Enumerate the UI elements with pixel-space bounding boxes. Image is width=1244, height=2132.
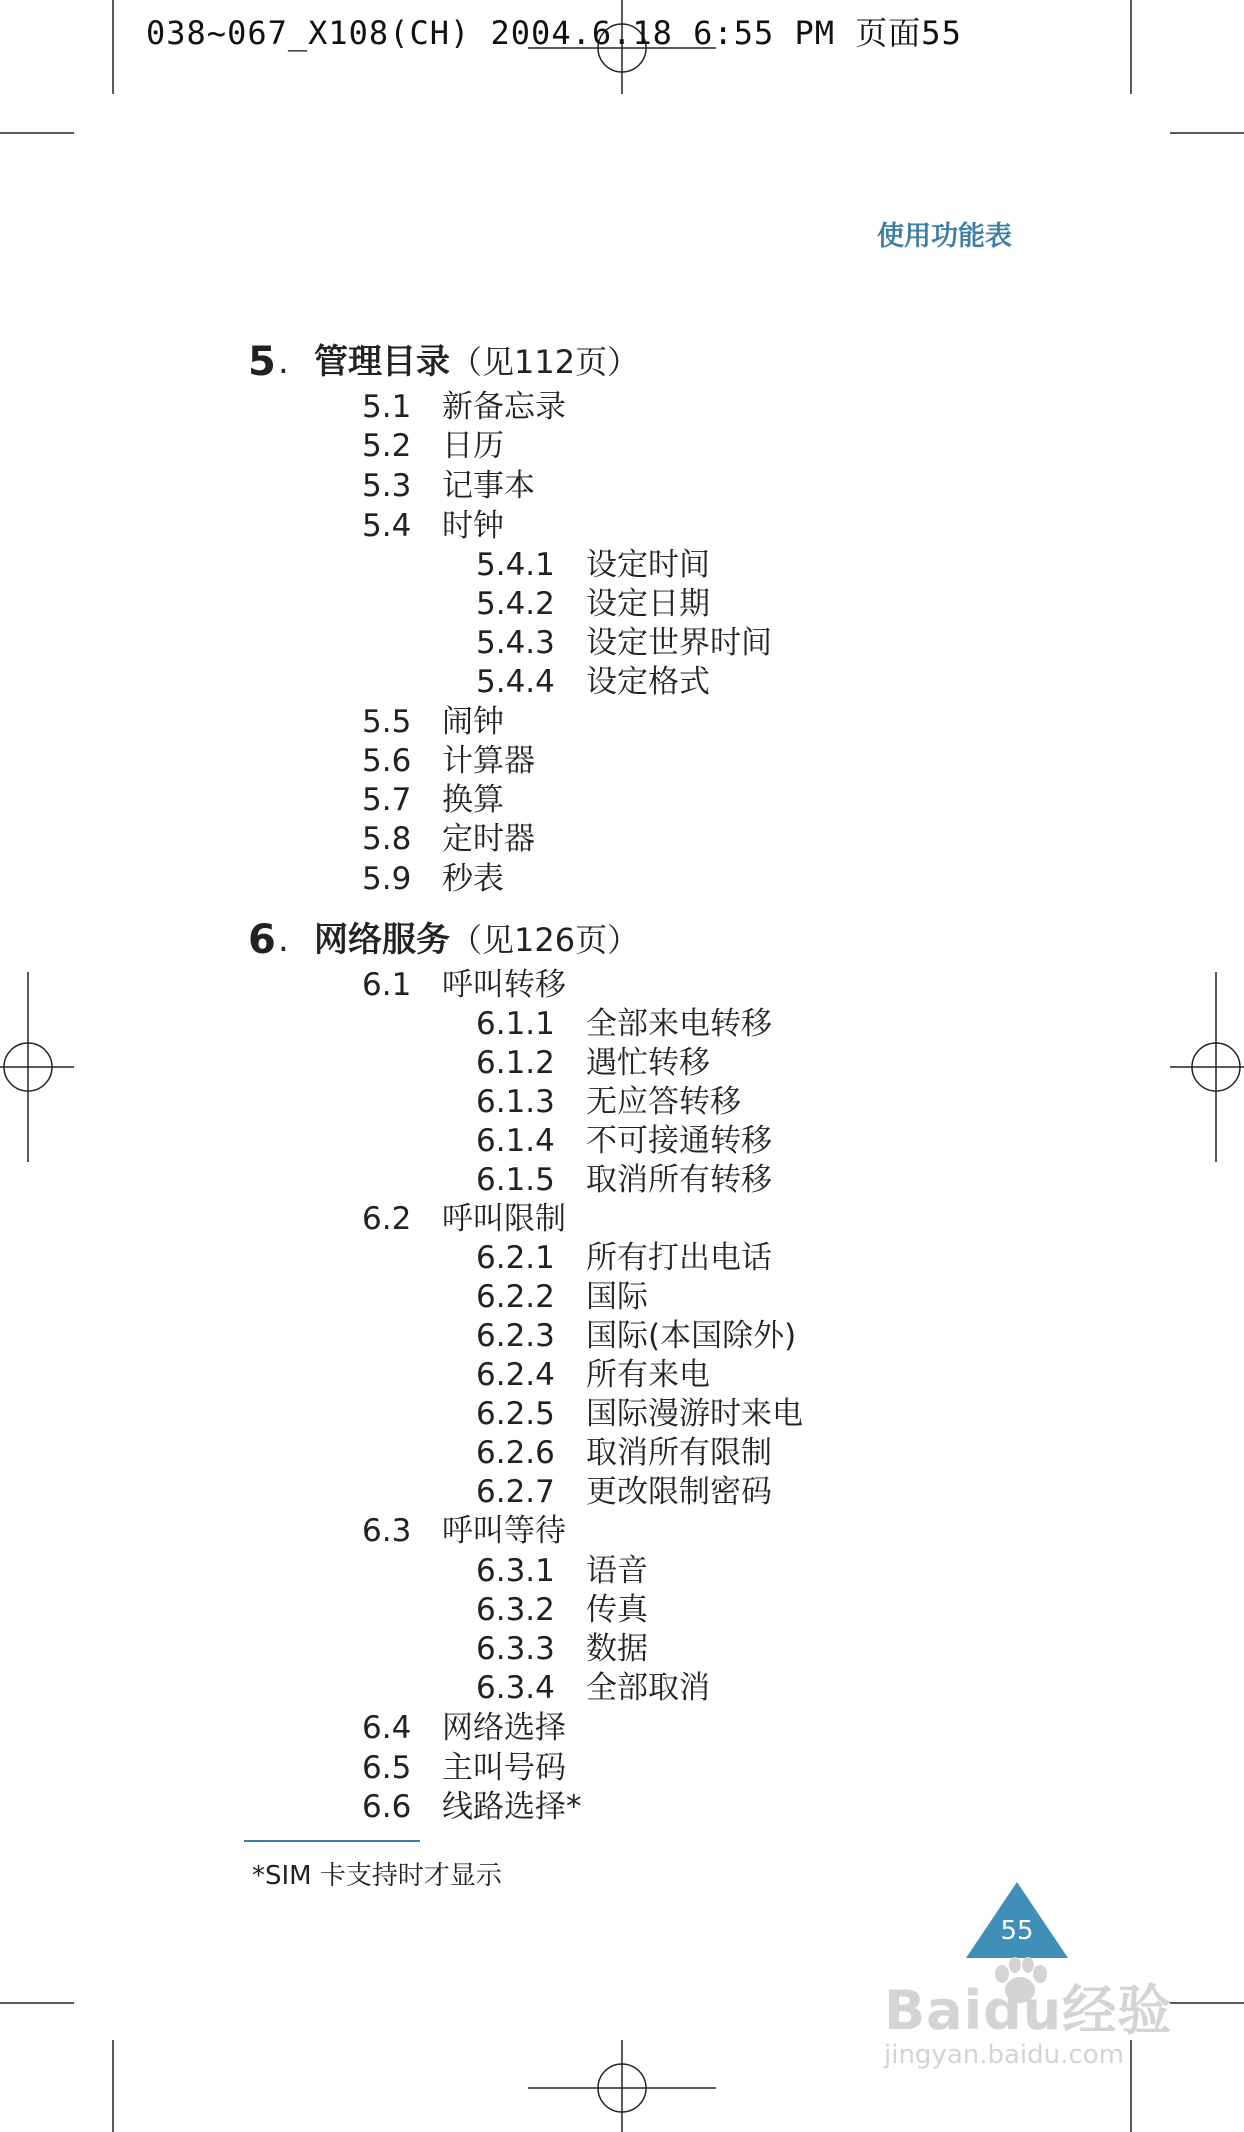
item-number: 5.2 [362,428,412,464]
item-label: 网络选择 [442,1710,566,1746]
item-number: 5.4.4 [476,664,555,700]
section-dot: . [278,342,289,382]
item-label: 呼叫限制 [442,1201,566,1237]
item-label: 国际 [586,1279,648,1315]
section-title: 管理目录 [314,342,450,382]
item-label: 全部取消 [586,1670,710,1706]
item-label: 计算器 [442,743,535,779]
section-tag: 使用功能表 [877,221,1012,252]
item-label: 无应答转移 [586,1084,741,1120]
item-number: 6.1 [362,967,412,1003]
item-number: 5.4.2 [476,586,555,622]
item-number: 5.8 [362,821,412,857]
item-label: 秒表 [442,861,504,897]
item-number: 5.4 [362,508,412,544]
item-number: 6.1.4 [476,1123,555,1159]
item-number: 6.2.3 [476,1318,555,1354]
item-number: 6.3.2 [476,1592,555,1628]
item-number: 5.6 [362,743,412,779]
item-label: 遇忙转移 [586,1045,710,1081]
item-label: 时钟 [442,508,504,544]
item-label: 设定时间 [586,547,710,583]
item-label: 定时器 [442,821,535,857]
item-label: 国际(本国除外) [586,1318,797,1354]
item-number: 6.1.2 [476,1045,555,1081]
item-label: 传真 [586,1592,648,1628]
item-number: 5.4.1 [476,547,555,583]
item-number: 6.2.6 [476,1435,555,1471]
item-number: 6.5 [362,1750,412,1786]
item-number: 6.2.1 [476,1240,555,1276]
watermark-url: jingyan.baidu.com [884,2040,1124,2070]
item-number: 5.9 [362,861,412,897]
page-number-badge [966,1882,1068,1958]
section-dot: . [278,920,289,960]
item-number: 6.4 [362,1710,412,1746]
item-label: 数据 [586,1631,648,1667]
item-label: 呼叫转移 [442,967,566,1003]
item-label: 设定日期 [586,586,710,622]
item-number: 6.3.3 [476,1631,555,1667]
item-number: 6.2.2 [476,1279,555,1315]
item-number: 6.3 [362,1513,412,1549]
item-label: 记事本 [442,468,535,504]
item-label: 全部来电转移 [586,1006,772,1042]
footnote: *SIM 卡支持时才显示 [252,1861,502,1891]
page-reference: （见126页） [450,921,640,959]
item-label: 换算 [442,782,504,818]
page-reference: （见112页） [450,343,640,381]
item-number: 6.2.5 [476,1396,555,1432]
item-label: 所有来电 [586,1357,710,1393]
section-number: 5 [248,339,276,385]
print-info-header: 038~067_X108(CH) 2004.6.18 6:55 PM 页面55 [146,14,962,52]
item-label: 日历 [442,428,504,464]
item-number: 6.3.4 [476,1670,555,1706]
item-label: 设定世界时间 [586,625,772,661]
item-label: 语音 [586,1553,648,1589]
section-title: 网络服务 [314,920,450,960]
item-label: 所有打出电话 [586,1240,772,1276]
item-label: 国际漫游时来电 [586,1396,803,1432]
item-label: 更改限制密码 [586,1474,772,1510]
footnote-divider [244,1840,420,1842]
item-number: 6.1.1 [476,1006,555,1042]
item-label: 闹钟 [442,704,504,740]
item-number: 6.3.1 [476,1553,555,1589]
item-label: 设定格式 [586,664,710,700]
item-number: 6.2.4 [476,1357,555,1393]
item-number: 6.6 [362,1789,412,1825]
item-label: 不可接通转移 [586,1123,772,1159]
item-number: 6.1.5 [476,1162,555,1198]
item-number: 5.7 [362,782,412,818]
item-label: 取消所有限制 [586,1435,772,1471]
page-number: 55 [1000,1916,1034,1946]
item-number: 6.2 [362,1201,412,1237]
item-number: 5.3 [362,468,412,504]
item-label: 线路选择* [442,1789,582,1825]
item-number: 6.2.7 [476,1474,555,1510]
item-label: 新备忘录 [442,389,566,425]
section-number: 6 [248,917,276,963]
item-label: 呼叫等待 [442,1513,566,1549]
watermark-logo: Baidu经验 [884,1979,1173,2042]
item-label: 取消所有转移 [586,1162,772,1198]
item-label: 主叫号码 [442,1750,566,1786]
item-number: 5.1 [362,389,412,425]
item-number: 5.4.3 [476,625,555,661]
item-number: 6.1.3 [476,1084,555,1120]
item-number: 5.5 [362,704,412,740]
